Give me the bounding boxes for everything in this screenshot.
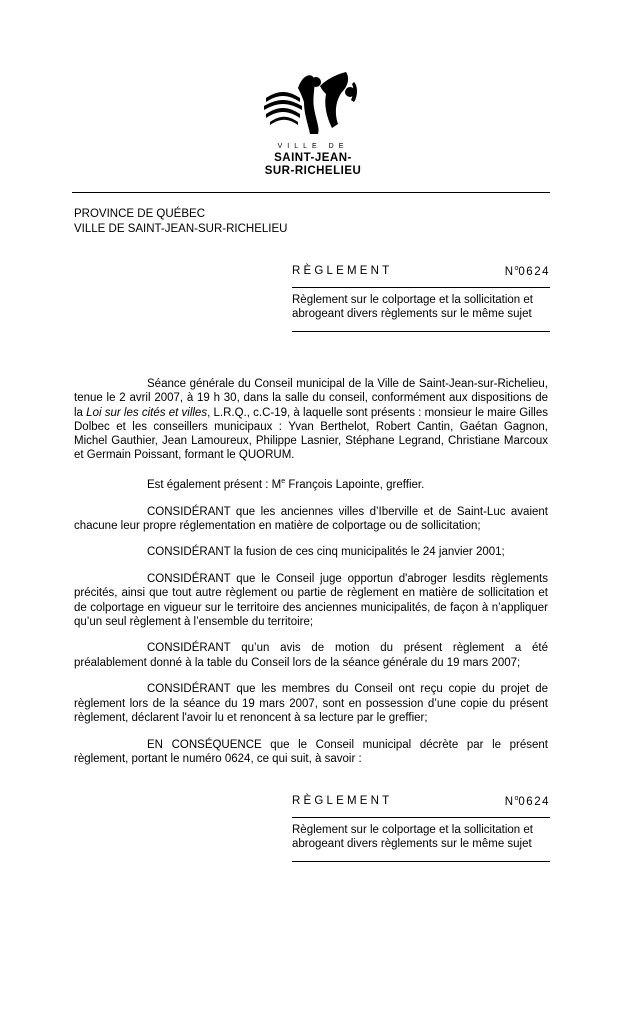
consequence-paragraph: EN CONSÉQUENCE que le Conseil municipal décrète par le présent règlement, portant le numéro 0624, ce qui suit, à savoir : bbox=[74, 738, 548, 765]
city-emblem-icon bbox=[258, 68, 368, 140]
reglement-block-top bbox=[292, 265, 550, 332]
reglement-description: Règlement sur le colportage et la sollicitation et abrogeant divers règlements sur le même sujet bbox=[292, 294, 533, 320]
considerant-5: CONSIDÉRANT que les membres du Conseil ont reçu copie du projet de règlement lors de la séance du 19 mars 2007, sont en possession d’une copie du présent règlement, déclarent l'avoir lu et renoncent à sa lecture par le greffier; bbox=[74, 683, 548, 724]
considerant-3: CONSIDÉRANT que le Conseil juge opportun d'abroger lesdits règlements précités, ainsi que tout autre règlement ou partie de règlement en matière de sollicitation et de colportage en vigueur sur le territoire des anciennes municipalités, de façon à n’appliquer qu’un seul règlement à l’ensemble du territoire; bbox=[74, 572, 548, 628]
reglement-rule-top bbox=[292, 287, 550, 288]
reglement-description: Règlement sur le colportage et la sollicitation et abrogeant divers règlements sur le même sujet bbox=[292, 824, 533, 850]
considerant-2: CONSIDÉRANT la fusion de ces cinq municipalités le 24 janvier 2001; bbox=[147, 546, 505, 559]
province-label: PROVINCE DE QUÉBEC bbox=[74, 208, 205, 220]
reglement-number: $N^o0624$ bbox=[504, 795, 550, 808]
logo-text-saint-jean: SAINT-JEAN- bbox=[274, 152, 352, 164]
seance-paragraph: Séance générale du Conseil municipal de la Ville de Saint-Jean-sur-Richelieu, tenue le 2 avril 2007, à 19 h 30, dans la salle du conseil, conformément aux dispositions de la Loi sur les cités et villes, L.R.Q., c.C-19, à laquelle sont présents : monsieur le maire Gilles Dolbec et les conseillers municipaux : Yvan Berthelot, Robert Cantin, Gaétan Gagnon, Michel Gauthier, Jean Lamoureux, Philippe Lasnier, Stéphane Legrand, Christiane Marcoux et Germain Poissant, formant le QUORUM. bbox=[74, 378, 548, 462]
considerant-1: CONSIDÉRANT que les anciennes villes d’Iberville et de Saint-Luc avaient chacune leur propre réglementation en matière de colportage ou de sollicitation; bbox=[74, 505, 548, 532]
header-divider bbox=[72, 192, 550, 193]
logo-text-sur-richelieu: SUR-RICHELIEU bbox=[264, 165, 362, 177]
reglement-label: RÈGLEMENT bbox=[292, 795, 393, 807]
document-body bbox=[74, 377, 548, 778]
reglement-block-bottom bbox=[292, 795, 550, 862]
reglement-rule-top bbox=[292, 817, 550, 818]
reglement-rule-bottom bbox=[292, 331, 550, 332]
considerant-4: CONSIDÉRANT qu’un avis de motion du présent règlement a été préalablement donné à la table du Conseil lors de la séance générale du 19 mars 2007; bbox=[74, 642, 548, 669]
province-header bbox=[74, 207, 287, 236]
reglement-label: RÈGLEMENT bbox=[292, 265, 393, 277]
reglement-number: $N^o0624$ bbox=[504, 265, 550, 278]
city-logo bbox=[258, 68, 368, 180]
logo-text-ville: VILLE DE bbox=[277, 143, 349, 150]
ville-label: VILLE DE SAINT-JEAN-SUR-RICHELIEU bbox=[74, 222, 288, 235]
reglement-rule-bottom bbox=[292, 861, 550, 862]
present-paragraph: Est également présent : Me François Lapointe, greffier. bbox=[147, 478, 425, 491]
